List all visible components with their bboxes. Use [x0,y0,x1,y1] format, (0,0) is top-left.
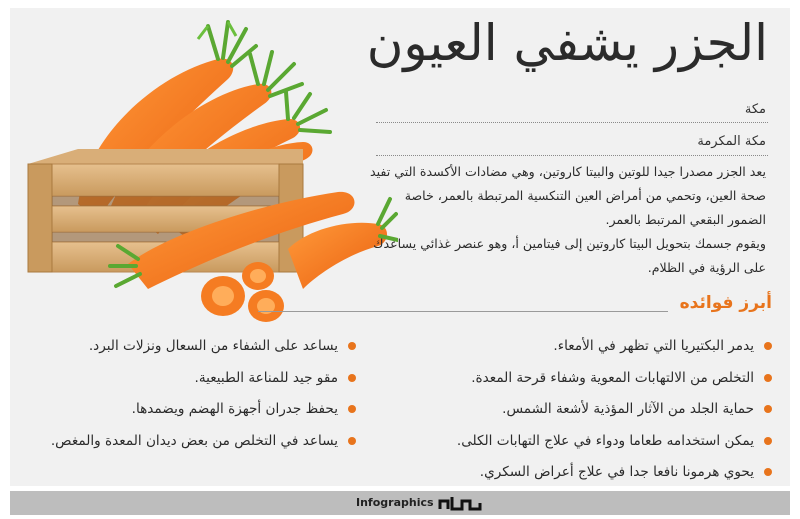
bullet-icon [764,342,772,350]
footer-label: Infographics [356,496,434,509]
bullet-icon [764,468,772,476]
bullet-icon [348,437,356,445]
benefit-item: التخلص من الالتهابات المعوية وشفاء قرحة المعدة. [392,367,772,389]
benefits-divider [258,311,668,312]
intro-paragraph: يعد الجزر مصدرا جيدا للوتين والبيتا كاروتين، وهي مضادات الأكسدة التي تفيد صحة العين، وتحمي من أمراض العين التنكسية المرتبطة بالعمر، خاصة الضمور البقعي المرتبط بالعمر. [369,164,766,227]
benefit-item: حماية الجلد من الآثار المؤذية لأشعة الشمس. [392,398,772,420]
bullet-icon [764,437,772,445]
intro-paragraph: ويقوم جسمك بتحويل البيتا كاروتين إلى فيتامين أ، وهو عنصر غذائي يساعدك على الرؤية في الظلام. [373,236,766,275]
page-title: الجزر يشفي العيون [366,14,768,72]
benefit-item: يساعد في التخلص من بعض ديدان المعدة والمغص. [46,430,356,452]
benefit-item: يدمر البكتيريا التي تظهر في الأمعاء. [392,335,772,357]
benefits-list-left [46,335,356,461]
carrots-crate-illustration [18,14,398,334]
bullet-icon [348,405,356,413]
divider [376,122,768,123]
location-city: مكة [744,102,766,117]
makkah-logo [438,493,482,513]
bullet-icon [348,342,356,350]
bullet-icon [764,405,772,413]
intro-text [366,160,766,280]
benefits-heading: أبرز فوائده [679,293,772,313]
divider [376,155,768,156]
benefit-item: يساعد على الشفاء من السعال ونزلات البرد. [46,335,356,357]
bullet-icon [764,374,772,382]
benefit-item: مقو جيد للمناعة الطبيعية. [46,367,356,389]
benefit-item: يحفظ جدران أجهزة الهضم ويضمدها. [46,398,356,420]
footer-bar [10,491,790,515]
benefit-item: يمكن استخدامه طعاما ودواء في علاج التهابات الكلى. [392,430,772,452]
bullet-icon [348,374,356,382]
location-region: مكة المكرمة [697,134,766,149]
benefits-list-right [392,335,772,493]
benefit-item: يحوي هرمونا نافعا جدا في علاج أعراض السكري. [392,461,772,483]
